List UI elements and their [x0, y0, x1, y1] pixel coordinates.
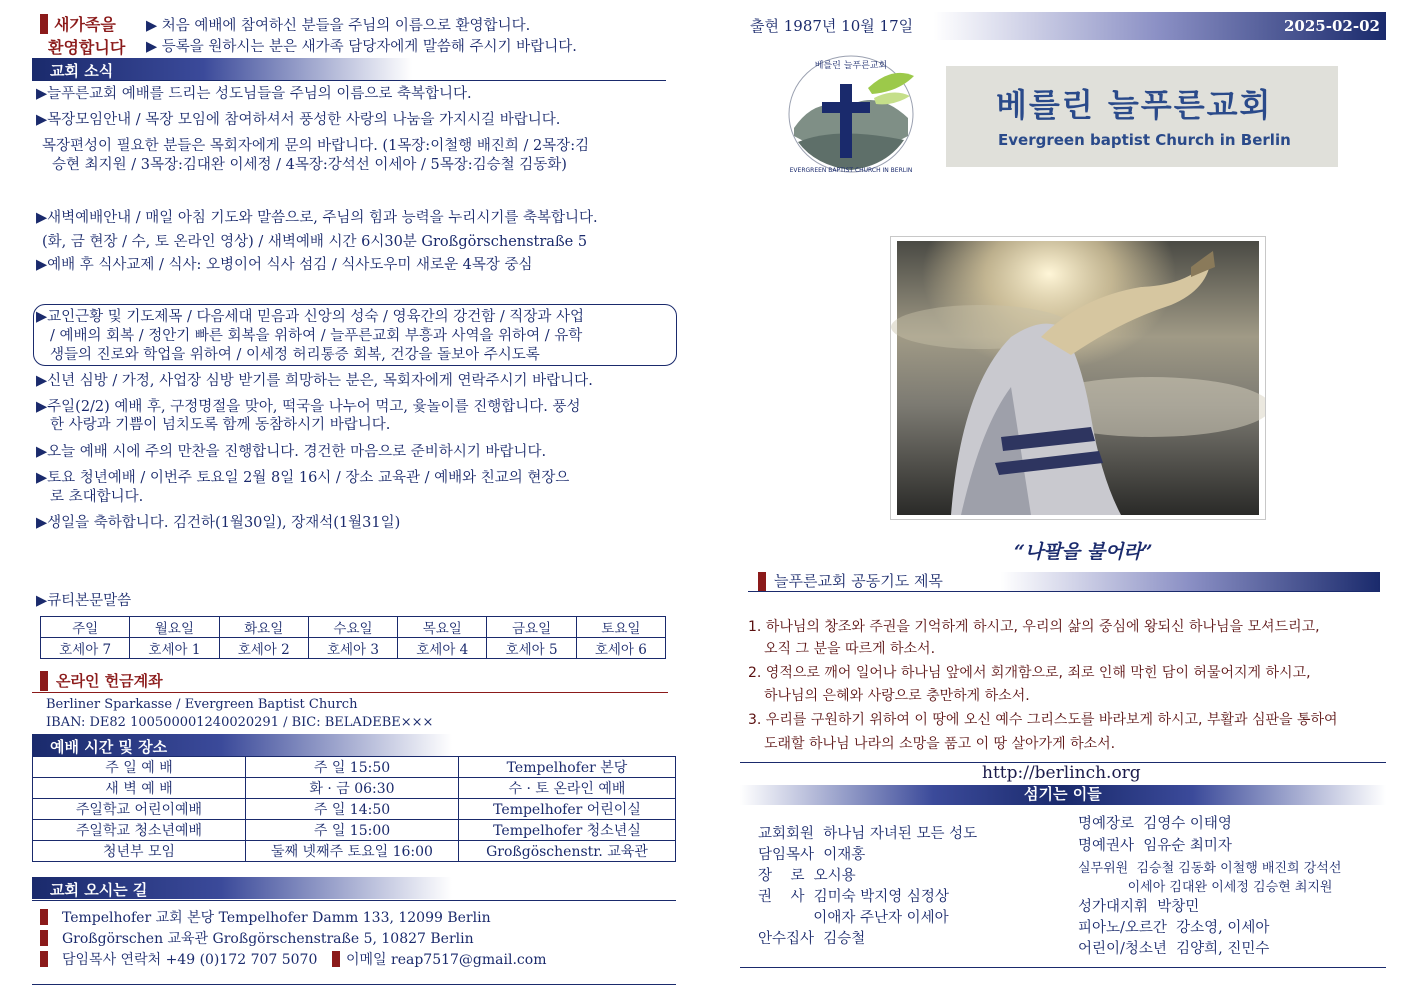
qt-passage: 호세아 1	[130, 638, 219, 659]
qt-day: 목요일	[398, 617, 487, 638]
prayer-marker	[758, 572, 766, 591]
news-line: ▶교인근황 및 기도제목 / 다음세대 믿음과 신앙의 성숙 / 영육간의 강건함 / 직장과 사업	[36, 309, 584, 325]
staff-right-line: 성가대지휘 박창민	[1078, 899, 1200, 915]
schedule-time: 주 일 15:00	[246, 820, 459, 841]
newcomer-line-1: ▶ 처음 예배에 참여하신 분들을 주님의 이름으로 환영합니다.	[146, 18, 531, 34]
church-name-en: Evergreen baptist Church in Berlin	[998, 131, 1291, 149]
staff-left-line: 이애자 주난자 이세아	[758, 910, 949, 926]
prayer-line: 오직 그 분을 따르게 하소서.	[764, 641, 936, 657]
staff-right-line: 실무위원 김승철 김동화 이철행 배진희 강석선	[1078, 861, 1342, 876]
prayer-divider	[748, 591, 1380, 592]
qt-passage: 호세아 2	[219, 638, 308, 659]
bullet-marker	[40, 909, 48, 925]
news-line: ▶토요 청년예배 / 이번주 토요일 2월 8일 16시 / 장소 교육관 / 예배와 친교의 현장으	[36, 470, 570, 486]
newcomer-line-2: ▶ 등록을 원하시는 분은 새가족 담당자에게 말씀해 주시기 바랍니다.	[146, 39, 577, 55]
prayer-line: 도래할 하나님 나라의 소망을 품고 이 땅 살아가게 하소서.	[764, 736, 1116, 752]
offering-title: 온라인 헌금계좌	[56, 672, 163, 690]
prayer-line: 1. 하나님의 창조와 주권을 기억하게 하시고, 우리의 삶의 중심에 왕되신 하나님을 모셔드리고,	[748, 619, 1320, 635]
schedule-place: Tempelhofer 청소년실	[459, 820, 676, 841]
directions-header	[32, 877, 452, 899]
prayer-line: 2. 영적으로 깨어 일어나 하나님 앞에서 회개함으로, 죄로 인해 막힌 담이 허물어지게 하시고,	[748, 665, 1311, 681]
church-name-ko: 베를린 늘푸른교회	[996, 86, 1273, 124]
qt-passage: 호세아 4	[398, 638, 487, 659]
news-line: ▶주일(2/2) 예배 후, 구정명절을 맞아, 떡국을 나누어 먹고, 윷놀이를 진행합니다. 풍성	[36, 399, 581, 415]
news-line: 승현 최지원 / 3목장:김대완 이세정 / 4목장:강석선 이세아 / 5목장:김승철 김동화)	[52, 157, 567, 173]
staff-title: 섬기는 이들	[1024, 785, 1102, 803]
qt-day: 화요일	[219, 617, 308, 638]
news-line: 목장편성이 필요한 분들은 목회자에게 문의 바랍니다. (1목장:이철행 배진희 / 2목장:김	[42, 138, 590, 154]
bullet-marker	[40, 930, 48, 946]
directions-main: Tempelhofer 교회 본당 Tempelhofer Damm 133, 12099 Berlin	[62, 910, 491, 926]
qt-table	[40, 616, 666, 659]
church-seal-logo	[776, 48, 926, 178]
staff-left-line: 권 사 김미숙 박지영 심정상	[758, 889, 949, 905]
news-divider	[32, 80, 666, 81]
news-line: 로 초대합니다.	[50, 489, 144, 505]
staff-right-line: 이세아 김대완 이세정 김승현 최지원	[1078, 880, 1333, 895]
news-line: ▶생일을 축하합니다. 김건하(1월30일), 장재석(1월31일)	[36, 515, 401, 531]
schedule-place: 수 · 토 온라인 예배	[459, 778, 676, 799]
staff-right-line: 어린이/청소년 김양희, 진민수	[1078, 941, 1270, 957]
prayer-line: 하나님의 은혜와 사랑으로 충만하게 하소서.	[764, 688, 1030, 704]
bullet-marker	[332, 951, 340, 967]
offering-iban: IBAN: DE82 100500001240020291 / BIC: BELADEBE×××	[46, 715, 434, 730]
schedule-name: 주일학교 청소년예배	[33, 820, 246, 841]
schedule-place: Tempelhofer 본당	[459, 757, 676, 778]
bullet-marker	[40, 951, 48, 967]
news-title: 교회 소식	[50, 62, 114, 80]
newcomer-title-2: 환영합니다	[48, 38, 126, 57]
directions-divider	[32, 900, 676, 901]
right-footer-divider	[740, 967, 1386, 968]
website-url[interactable]: http://berlinch.org	[982, 763, 1141, 783]
news-line: (화, 금 현장 / 수, 토 온라인 영상) / 새벽예배 시간 6시30분 Großgörschenstraße 5	[42, 234, 588, 250]
news-line: ▶오늘 예배 시에 주의 만찬을 진행합니다. 경건한 마음으로 준비하시기 바랍니다.	[36, 444, 547, 460]
issue-date: 2025-02-02	[1284, 17, 1380, 35]
news-line: ▶신년 심방 / 가정, 사업장 심방 받기를 희망하는 분은, 목회자에게 연락주시기 바랍니다.	[36, 373, 593, 389]
news-line: 생들의 진로와 학업을 위하여 / 이세정 허리통증 회복, 건강을 돌보아 주시도록	[50, 347, 540, 363]
qt-title: ▶큐티본문말씀	[36, 593, 132, 609]
qt-day: 토요일	[576, 617, 665, 638]
staff-left-line: 장 로 오시용	[758, 868, 856, 884]
schedule-title: 예배 시간 및 장소	[50, 738, 168, 756]
news-line: ▶예배 후 식사교제 / 식사: 오병이어 식사 섬김 / 식사도우미 새로운 4목장 중심	[36, 257, 533, 273]
seal-bottom-text: EVERGREEN BAPTIST CHURCH IN BERLIN	[789, 167, 913, 174]
footer-divider	[32, 984, 676, 985]
prayer-line: 3. 우리를 구원하기 위하여 이 땅에 오신 예수 그리스도를 바라보게 하시고, 부활과 심판을 통하여	[748, 712, 1338, 728]
news-line: ▶늘푸른교회 예배를 드리는 성도님들을 주님의 이름으로 축복합니다.	[36, 86, 472, 102]
schedule-time: 주 일 15:50	[246, 757, 459, 778]
quote: “나팔을 불어라”	[1014, 541, 1153, 563]
schedule-time: 화 · 금 06:30	[246, 778, 459, 799]
qt-passage: 호세아 3	[308, 638, 397, 659]
directions-title: 교회 오시는 길	[50, 881, 148, 899]
schedule-row	[33, 799, 676, 820]
schedule-name: 새 벽 예 배	[33, 778, 246, 799]
newcomer-title-1: 새가족을	[54, 15, 116, 34]
schedule-name: 청년부 모임	[33, 841, 246, 862]
staff-right-line: 피아노/오르간 강소영, 이세아	[1078, 920, 1270, 936]
staff-left-line: 교회회원 하나님 자녀된 모든 성도	[758, 826, 978, 842]
news-line: ▶목장모임안내 / 목장 모임에 참여하셔서 풍성한 사랑의 나눔을 가지시길 바랍니다.	[36, 112, 561, 128]
shofar-photo	[890, 236, 1266, 520]
newcomer-marker	[40, 14, 48, 34]
staff-right-line: 명예권사 임유순 최미자	[1078, 838, 1232, 854]
qt-day: 금요일	[487, 617, 576, 638]
schedule-name: 주 일 예 배	[33, 757, 246, 778]
staff-left-line: 담임목사 이재홍	[758, 847, 866, 863]
offering-divider	[32, 692, 668, 693]
news-header	[32, 58, 412, 80]
schedule-name: 주일학교 어린이예배	[33, 799, 246, 820]
seal-top-text: 베를린 늘푸른교회	[814, 61, 888, 71]
schedule-time: 둘째 넷째주 토요일 16:00	[246, 841, 459, 862]
offering-marker	[40, 671, 48, 691]
news-line: / 예배의 회복 / 정안기 빠른 회복을 위하여 / 늘푸른교회 부흥과 사역을 위하여 / 유학	[50, 328, 583, 344]
qt-passage: 호세아 7	[41, 638, 130, 659]
schedule-place: Tempelhofer 어린이실	[459, 799, 676, 820]
qt-day: 월요일	[130, 617, 219, 638]
schedule-row	[33, 757, 676, 778]
prayer-title: 늘푸른교회 공동기도 제목	[774, 572, 943, 590]
pastor-phone: 담임목사 연락처 +49 (0)172 707 5070	[62, 952, 318, 968]
pastor-email[interactable]: 이메일 reap7517@gmail.com	[346, 952, 547, 968]
news-line: ▶새벽예배안내 / 매일 아침 기도와 말씀으로, 주님의 힘과 능력을 누리시기를 축복합니다.	[36, 210, 598, 226]
qt-day: 수요일	[308, 617, 397, 638]
schedule-row	[33, 841, 676, 862]
directions-edu: Großgörschen 교육관 Großgörschenstraße 5, 10827 Berlin	[62, 931, 474, 947]
founded-date: 출현 1987년 10월 17일	[750, 17, 914, 35]
staff-right-line: 명예장로 김영수 이태영	[1078, 816, 1232, 832]
qt-passage: 호세아 6	[576, 638, 665, 659]
qt-passage: 호세아 5	[487, 638, 576, 659]
schedule-row	[33, 778, 676, 799]
qt-day: 주일	[41, 617, 130, 638]
offering-bank: Berliner Sparkasse / Evergreen Baptist Church	[46, 697, 358, 712]
schedule-place: Großgöschenstr. 교육관	[459, 841, 676, 862]
staff-left-line: 안수집사 김승철	[758, 931, 866, 947]
schedule-time: 주 일 14:50	[246, 799, 459, 820]
schedule-row	[33, 820, 676, 841]
schedule-header	[32, 734, 452, 756]
schedule-table	[32, 756, 676, 862]
news-line: 한 사랑과 기쁨이 넘치도록 함께 동참하시기 바랍니다.	[50, 417, 391, 433]
